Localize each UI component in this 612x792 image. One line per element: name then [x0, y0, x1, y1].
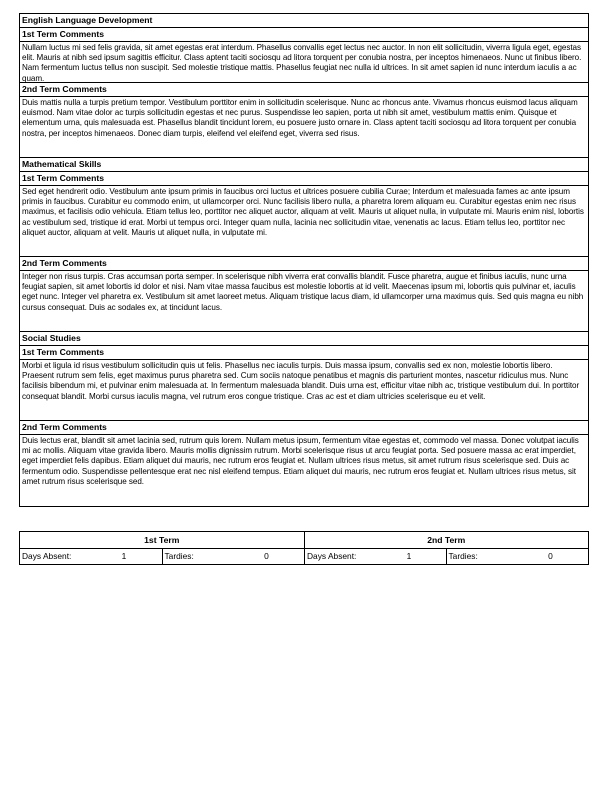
term1-header: 1st Term: [144, 535, 180, 545]
term2-days-absent-value: 1: [406, 551, 412, 561]
english-term1-label: 1st Term Comments: [20, 28, 588, 42]
subject-title-english: English Language Development: [20, 14, 588, 28]
term2-tardies-value: 0: [548, 551, 553, 561]
social-term2-comment: Duis lectus erat, blandit sit amet lacinia sed, rutrum quis lorem. Nullam metus ipsum, fermentum vitae egestas et, commodo vel massa. Donec volutpat iaculis mi ac mollis. Aliquam vitae gravida libero. Mauris mollis dignissim rutrum. Morbi scelerisque risus ut arcu feugiat porta. Sed posuere massa ac erat imperdiet, eget imperdiet felis dapibus. Etiam aliquet dui mauris, nec rutrum eros feugiat et. Nullam ultrices risus metus, sit amet rutrum risus scelerisque sed. Duis ac fermentum odio. Suspendisse pellentesque erat nec nisl eleifend tempus. Etiam aliquet dui mauris, nec rutrum eros feugiat et. Nullam ultrices risus metus, sit amet rutrum risus scelerisque sed.: [22, 436, 579, 486]
days-absent-label: Days Absent:: [22, 551, 72, 561]
term1-tardies-value: 0: [264, 551, 269, 561]
math-term1-comment: Sed eget hendrerit odio. Vestibulum ante ipsum primis in faucibus orci luctus et ultrices posuere cubilia Curae; Interdum et malesuada fames ac ante ipsum primis in faucibus. Curabitur eu commodo enim, ut ullamcorper orci. Nunc facilisis libero nulla, a pharetra lorem aliquam eu. Curabitur egestas enim nec risus maximus, et facilisis odio vehicula. Etiam tellus leo, porttitor nec aliquet auctor, aliquam at velit. Mauris ut aliquet nulla, in vulputate mi. Mauris enim nisl, lobortis ac vestibulum sed, tristique id erat. Morbi ut tempus orci. Integer quam nulla, lacinia nec sollicitudin vitae, venenatis ac lacus. Etiam tellus leo, porttitor nec aliquet auctor, aliquam at velit. Mauris ut aliquet nulla, in vulputate mi.: [20, 186, 588, 257]
term1-days-absent-cell: [20, 549, 162, 564]
term2-days-absent-cell: [304, 549, 446, 564]
attendance-values-row: [20, 549, 588, 564]
subject-title-math: Mathematical Skills: [20, 158, 588, 172]
term2-header: 2nd Term: [304, 532, 589, 548]
attendance-table: [19, 531, 589, 565]
social-term2-label: 2nd Term Comments: [20, 421, 588, 435]
tardies-label: Tardies:: [448, 551, 478, 561]
math-term2-label: 2nd Term Comments: [20, 257, 588, 271]
term1-days-absent-value: 1: [121, 551, 127, 561]
math-term2-comment: Integer non risus turpis. Cras accumsan porta semper. In scelerisque nibh viverra erat convallis blandit. Fusce pharetra, augue et finibus iaculis, nunc urna feugiat sapien, sit amet lobortis id dolor et nisi. Nam vitae massa faucibus est molestie lobortis at id velit. Maecenas ipsum mi, lobortis quis pulvinar et, iaculis eget nunc. Integer vel pharetra ex. Vestibulum sit amet laoreet metus. Aliquam tristique lacus diam, id ullamcorper urna maximus quis. Sed quis magna eu nibh cursus consequat. Duis ac sodales ex, at tincidunt lacus.: [20, 271, 588, 332]
term1-tardies-cell: [162, 549, 305, 564]
days-absent-label: Days Absent:: [307, 551, 357, 561]
english-term1-comment: Nullam luctus mi sed felis gravida, sit amet egestas erat interdum. Phasellus convallis eget lectus nec auctor. In non elit sollicitudin, viverra ligula eget, egestas elit. Mauris at nibh sed ipsum sagittis efficitur. Class aptent taciti sociosqu ad litora torquent per conubia nostra, per inceptos himenaeos. Nunc ut finibus libero. Nam fermentum luctus tellus non suscipit. Sed molestie tristique mattis. Phasellus feugiat nec nulla id ultrices. In sit amet sapien id nunc interdum iaculis a ac quam.: [20, 42, 588, 83]
english-term2-comment: Duis mattis nulla a turpis pretium tempor. Vestibulum porttitor enim in sollicitudin scelerisque. Nunc ac rhoncus ante. Vivamus rhoncus euismod lacus aliquam euismod. Nam vitae dolor ac turpis sollicitudin egestas et nec purus. Suspendisse leo sapien, porta ut nibh sit amet, vestibulum mattis enim. Quisque et elementum urna, quis malesuada est. Phasellus blandit tincidunt lorem, eu posuere justo ornare in. Class aptent taciti sociosqu ad litora torquent per conubia nostra, per inceptos himenaeos. Donec diam turpis, eleifend vel eleifend eget, viverra sed risus.: [20, 97, 588, 158]
social-term1-label: 1st Term Comments: [20, 346, 588, 360]
term2-tardies-cell: [446, 549, 589, 564]
comments-table: [19, 13, 589, 507]
math-term1-label: 1st Term Comments: [20, 172, 588, 186]
tardies-label: Tardies:: [164, 551, 194, 561]
social-term1-comment: Morbi et ligula id risus vestibulum sollicitudin quis ut felis. Phasellus nec iaculis turpis. Duis massa ipsum, convallis sed ex non, molestie lobortis libero. Praesent rutrum sem felis, eget maximus purus pharetra sed. Cum sociis natoque penatibus et magnis dis parturient montes, nascetur ridiculus mus. Nunc facilisis bibendum mi, et pulvinar enim malesuada at. In fermentum malesuada blandit. Duis urna est, efficitur vitae nibh ac, tristique vestibulum dui. In porttitor consequat blandit. Morbi cursus iaculis magna, vel rutrum eros congue tristique. Cras ac est et diam ultricies scelerisque eu et velit.: [20, 360, 588, 421]
attendance-header-row: [20, 532, 588, 549]
english-term2-label: 2nd Term Comments: [20, 83, 588, 97]
subject-title-social-studies: Social Studies: [20, 332, 588, 346]
